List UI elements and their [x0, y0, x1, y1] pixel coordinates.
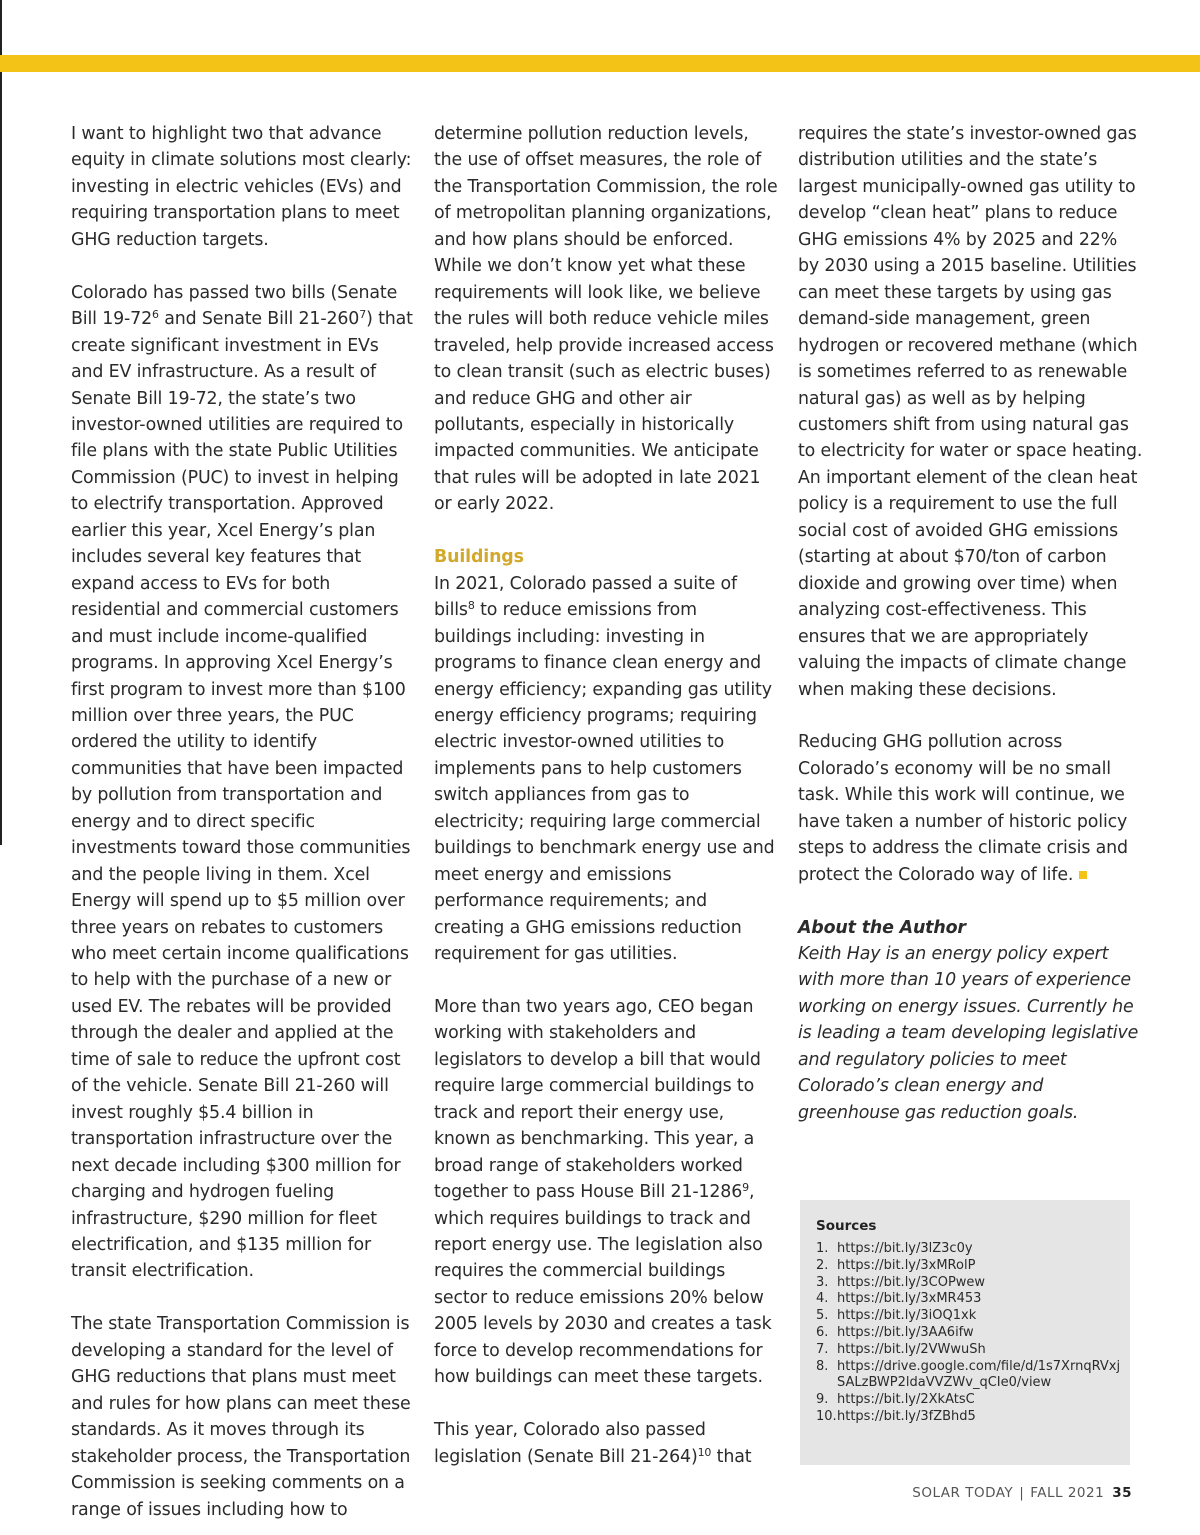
footnote-ref-6: 6	[152, 308, 159, 322]
source-item	[816, 1241, 1121, 1258]
source-number: 9.	[816, 1392, 829, 1408]
col2-paragraph-3	[434, 994, 779, 1391]
source-link[interactable]: https://bit.ly/3xMRolP	[837, 1257, 976, 1273]
about-author-bio: Keith Hay is an energy policy expert with more than 10 years of experience working on energy issues. Currently he is leading a team developing legislative and regulatory policies to meet Colorado’s clean energy and greenhouse gas reduction goals.	[798, 944, 1139, 1123]
sources-list	[816, 1241, 1121, 1426]
source-item	[816, 1325, 1121, 1342]
col2-p3-text-b: , which requires buildings to track and report energy use. The legislation also requires the commercial buildings sector to reduce emissions 20% below 2005 levels by 2030 and creates a task force to develop recommendations for how buildings can meet these targets.	[434, 1182, 772, 1388]
col1-p2-text-c: ) that create significant investment in EVs and EV infrastructure. As a result of Senate Bill 19-72, the state’s two investor-owned utilities are required to file plans with the state Public Utilities Commission (PUC) to invest in helping to electrify transportation. Approved earlier this year, Xcel Energy’s plan includes several key features that expand access to EVs for both residential and commercial customers and must include income-qualified programs. In approving Xcel Energy’s first program to invest more than $100 million over three years, the PUC ordered the utility to identify communities that have been impacted by pollution from transportation and energy and to direct specific investments toward those communities and the people living in them. Xcel Energy will spend up to $5 million over three years on rebates to customers who meet certain income qualifications to help with the purchase of a new or used EV. The rebates will be provided through the dealer and applied at the time of sale to reduce the upfront cost of the vehicle. Senate Bill 21-260 will invest roughly $5.4 billion in transportation infrastructure over the next decade including $300 million for charging and hydrogen fueling infrastructure, $290 million for fleet electrification, and $135 million for transit electrification.	[71, 309, 413, 1282]
footer-issue: FALL 2021	[1030, 1485, 1105, 1501]
top-accent-bar	[0, 55, 1200, 72]
source-number: 6.	[816, 1324, 829, 1340]
source-number: 8.	[816, 1358, 829, 1374]
sources-title: Sources	[816, 1218, 877, 1234]
col1-paragraph-2	[71, 280, 416, 1285]
column-3	[798, 121, 1143, 1153]
col2-p4-text-a: This year, Colorado also passed legislation (Senate Bill 21-264)	[434, 1420, 706, 1467]
footer-publication: SOLAR TODAY	[912, 1485, 1014, 1501]
col1-paragraph-3: The state Transportation Commission is developing a standard for the level of GHG reductions that plans must meet and rules for how plans can meet these standards. As it moves through its stakeholder process, the Transportation Commission is seeking comments on a range of issues including how to	[71, 1314, 411, 1520]
col2-p2-text-b: to reduce emissions from buildings including: investing in programs to finance clean energy and energy efficiency; expanding gas utility energy efficiency programs; requiring electric investor-owned utilities to implements pans to help customers switch appliances from gas to electricity; requiring large commercial buildings to benchmark energy use and meet energy and emissions performance requirements; and creating a GHG emissions reduction requirement for gas utilities.	[434, 600, 775, 965]
col2-p3-text-a: More than two years ago, CEO began working with stakeholders and legislators to develop a bill that would require large commercial buildings to track and report their energy use, known as benchmarking. This year, a broad range of stakeholders worked together to pass House Bill 21-1286	[434, 996, 761, 1203]
source-item	[816, 1359, 1121, 1393]
source-number: 5.	[816, 1308, 829, 1324]
source-link[interactable]: https://bit.ly/3iOQ1xk	[837, 1308, 977, 1324]
source-number: 4.	[816, 1291, 829, 1307]
col2-paragraph-1: determine pollution reduction levels, the use of offset measures, the role of the Transportation Commission, the role of metropolitan planning organizations, and how plans should be enforced. While we don’t know yet what these requirements will look like, we believe the rules will both reduce vehicle miles traveled, help provide increased access to clean transit (such as electric buses) and reduce GHG and other air pollutants, especially in historically impacted communities. We anticipate that rules will be adopted in late 2021 or early 2022.	[434, 124, 778, 515]
column-1	[71, 121, 416, 1523]
source-item	[816, 1392, 1121, 1409]
page-footer	[912, 1485, 1132, 1501]
source-item	[816, 1258, 1121, 1275]
source-number: 1.	[816, 1241, 829, 1256]
section-heading-buildings: Buildings	[434, 547, 524, 568]
about-author-heading: About the Author	[798, 917, 966, 938]
source-link[interactable]: https://bit.ly/3COPwew	[837, 1274, 986, 1290]
col1-paragraph-1: I want to highlight two that advance equity in climate solutions most clearly: investing in electric vehicles (EVs) and requiring transportation plans to meet GHG reduction targets.	[71, 124, 412, 250]
end-of-article-square-icon	[1079, 871, 1087, 879]
col2-p2-text-a: In 2021, Colorado passed a suite of bills	[434, 573, 738, 621]
left-margin-rule	[0, 0, 2, 845]
sources-box	[800, 1200, 1130, 1465]
footnote-ref-9: 9	[742, 1181, 749, 1195]
col3-paragraph-2	[798, 729, 1143, 888]
footnote-ref-7: 7	[359, 308, 367, 322]
col2-paragraph-2	[434, 571, 779, 968]
source-link[interactable]: https://bit.ly/3lZ3c0y	[837, 1241, 973, 1256]
source-item	[816, 1275, 1121, 1292]
source-item	[816, 1342, 1121, 1359]
source-link[interactable]: https://bit.ly/3fZBhd5	[837, 1408, 976, 1424]
col2-p4-text-b: that	[711, 1446, 752, 1467]
col3-p2-text: Reducing GHG pollution across Colorado’s economy will be no small task. While this work will continue, we have taken a number of historic policy steps to address the climate crisis and protect the Colorado way of life.	[798, 732, 1128, 885]
source-link[interactable]: https://bit.ly/3AA6ifw	[837, 1324, 974, 1340]
source-number: 10.	[816, 1408, 837, 1424]
source-item	[816, 1409, 1121, 1426]
source-item	[816, 1291, 1121, 1308]
source-link[interactable]: https://bit.ly/2XkAtsC	[837, 1392, 975, 1408]
source-number: 2.	[816, 1257, 829, 1273]
col1-p2-text-b: and Senate Bill 21-260	[158, 309, 360, 330]
source-link[interactable]: https://drive.google.com/file/d/1s7XrnqRVxjSALzBWP2ldaVVZWv_qCIe0/view	[837, 1358, 1121, 1391]
col1-p2-text-a: Colorado has passed two bills (Senate Bill 19-72	[71, 282, 398, 330]
source-link[interactable]: https://bit.ly/3xMR453	[837, 1291, 982, 1307]
column-2	[434, 121, 779, 1470]
footnote-ref-8: 8	[467, 599, 475, 613]
col3-paragraph-1: requires the state’s investor-owned gas distribution utilities and the state’s largest municipally-owned gas utility to develop “clean heat” plans to reduce GHG emissions 4% by 2025 and 22% by 2030 using a 2015 baseline. Utilities can meet these targets by using gas demand-side management, green hydrogen or recovered methane (which is sometimes referred to as renewable natural gas) as well as by helping customers shift from using natural gas to electricity for water or space heating. An important element of the clean heat policy is a requirement to use the full social cost of avoided GHG emissions (starting at about $70/ton of carbon dioxide and growing over time) when analyzing cost-effectiveness. This ensures that we are appropriately valuing the impacts of climate change when making these decisions.	[798, 124, 1143, 700]
footnote-ref-10: 10	[697, 1445, 712, 1459]
source-number: 3.	[816, 1274, 829, 1290]
source-number: 7.	[816, 1341, 829, 1357]
source-link[interactable]: https://bit.ly/2VWwuSh	[837, 1341, 986, 1357]
source-item	[816, 1308, 1121, 1325]
col2-paragraph-4	[434, 1417, 779, 1470]
page-number: 35	[1112, 1485, 1132, 1501]
footer-separator: |	[1019, 1485, 1025, 1501]
